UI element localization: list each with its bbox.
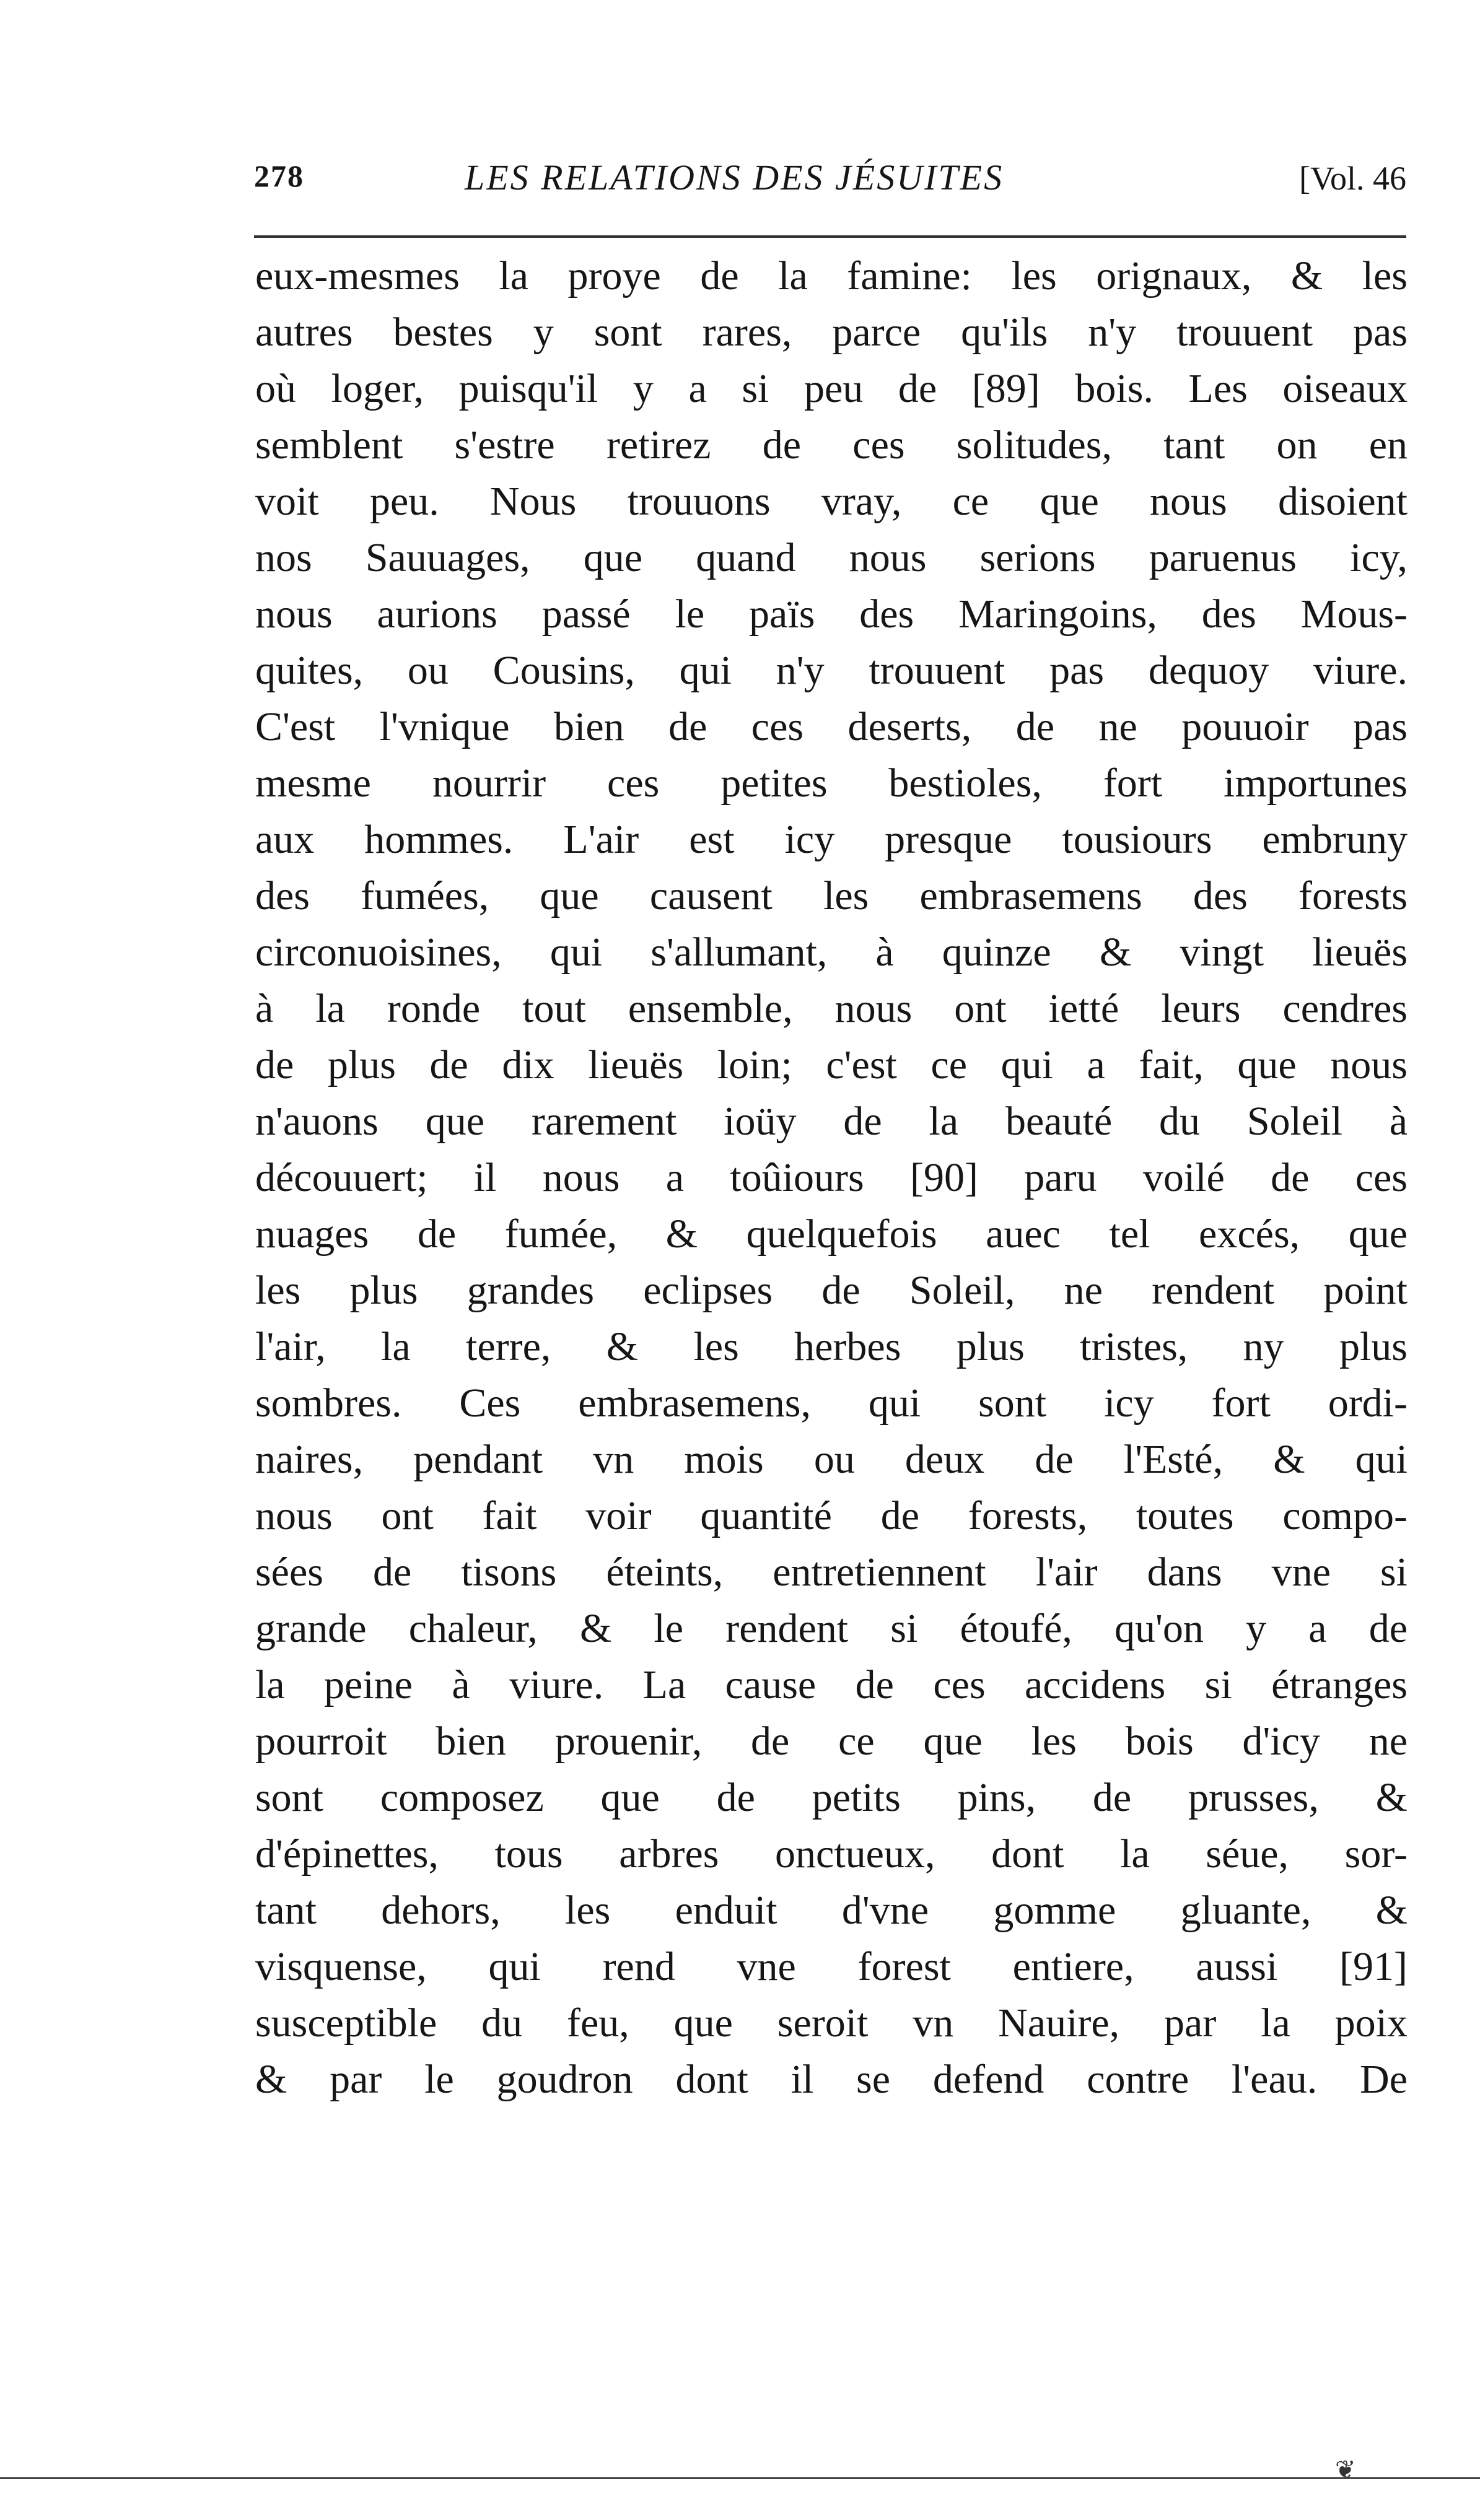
text-line: pourroit bien prouenir, de ce que les bois d'icy ne xyxy=(255,1719,1408,1764)
text-line: les plus grandes eclipses de Soleil, ne rendent point xyxy=(255,1268,1408,1313)
page-number: 278 xyxy=(254,159,304,193)
text-line: n'auons que rarement ioüy de la beauté du Soleil à xyxy=(255,1099,1408,1144)
text-line: à la ronde tout ensemble, nous ont ietté leurs cendres xyxy=(255,986,1408,1031)
body-text xyxy=(255,248,1408,2108)
text-line: eux-mesmes la proye de la famine: les orignaux, & les xyxy=(255,253,1408,299)
running-title: LES RELATIONS DES JÉSUITES xyxy=(465,157,1004,198)
text-line: où loger, puisqu'il y a si peu de [89] bois. Les oiseaux xyxy=(255,366,1408,411)
text-line: mesme nourrir ces petites bestioles, fort importunes xyxy=(255,761,1408,806)
text-line: circonuoisines, qui s'allumant, à quinze & vingt lieuës xyxy=(255,930,1408,975)
text-line: quites, ou Cousins, qui n'y trouuent pas dequoy viure. xyxy=(255,648,1408,693)
text-line: découuert; il nous a toûiours [90] paru voilé de ces xyxy=(255,1155,1408,1200)
text-line: sont composez que de petits pins, de prusses, & xyxy=(255,1775,1408,1820)
text-line: de plus de dix lieuës loin; c'est ce qui a fait, que nous xyxy=(255,1042,1408,1088)
bottom-rule xyxy=(0,2477,1480,2479)
header-rule xyxy=(254,235,1406,238)
text-line: nous ont fait voir quantité de forests, toutes compo- xyxy=(255,1493,1408,1538)
text-line: nos Sauuages, que quand nous serions paruenus icy, xyxy=(255,535,1408,580)
text-line: grande chaleur, & le rendent si étoufé, qu'on y a de xyxy=(255,1606,1408,1651)
text-line: sées de tisons éteints, entretiennent l'air dans vne si xyxy=(255,1550,1408,1595)
text-line: autres bestes y sont rares, parce qu'ils n'y trouuent pas xyxy=(255,310,1408,355)
text-line: aux hommes. L'air est icy presque tousiours embruny xyxy=(255,817,1408,862)
text-line: l'air, la terre, & les herbes plus tristes, ny plus xyxy=(255,1324,1408,1369)
text-line: des fumées, que causent les embrasemens des forests xyxy=(255,873,1408,918)
text-line: nous aurions passé le païs des Maringoins, des Mous- xyxy=(255,591,1408,637)
text-line: sombres. Ces embrasemens, qui sont icy fort ordi- xyxy=(255,1380,1408,1426)
text-line: d'épinettes, tous arbres onctueux, dont la séue, sor- xyxy=(255,1831,1408,1877)
text-line: & par le goudron dont il se defend contre l'eau. De xyxy=(255,2057,1408,2102)
text-line: la peine à viure. La cause de ces accidens si étranges xyxy=(255,1662,1408,1707)
text-line: voit peu. Nous trouuons vray, ce que nous disoient xyxy=(255,479,1408,524)
volume-label: [Vol. 46 xyxy=(1298,160,1406,197)
text-line: semblent s'estre retirez de ces solitudes, tant on en xyxy=(255,422,1408,468)
ornament-icon: ❦ xyxy=(1335,2456,1356,2484)
text-line: naires, pendant vn mois ou deux de l'Esté, & qui xyxy=(255,1437,1408,1482)
text-line: C'est l'vnique bien de ces deserts, de ne pouuoir pas xyxy=(255,704,1408,749)
running-header xyxy=(254,152,1406,207)
text-line: tant dehors, les enduit d'vne gomme gluante, & xyxy=(255,1888,1408,1933)
text-line: visquense, qui rend vne forest entiere, aussi [91] xyxy=(255,1944,1408,1989)
text-line: susceptible du feu, que seroit vn Nauire, par la poix xyxy=(255,2000,1408,2046)
text-line: nuages de fumée, & quelquefois auec tel excés, que xyxy=(255,1211,1408,1257)
